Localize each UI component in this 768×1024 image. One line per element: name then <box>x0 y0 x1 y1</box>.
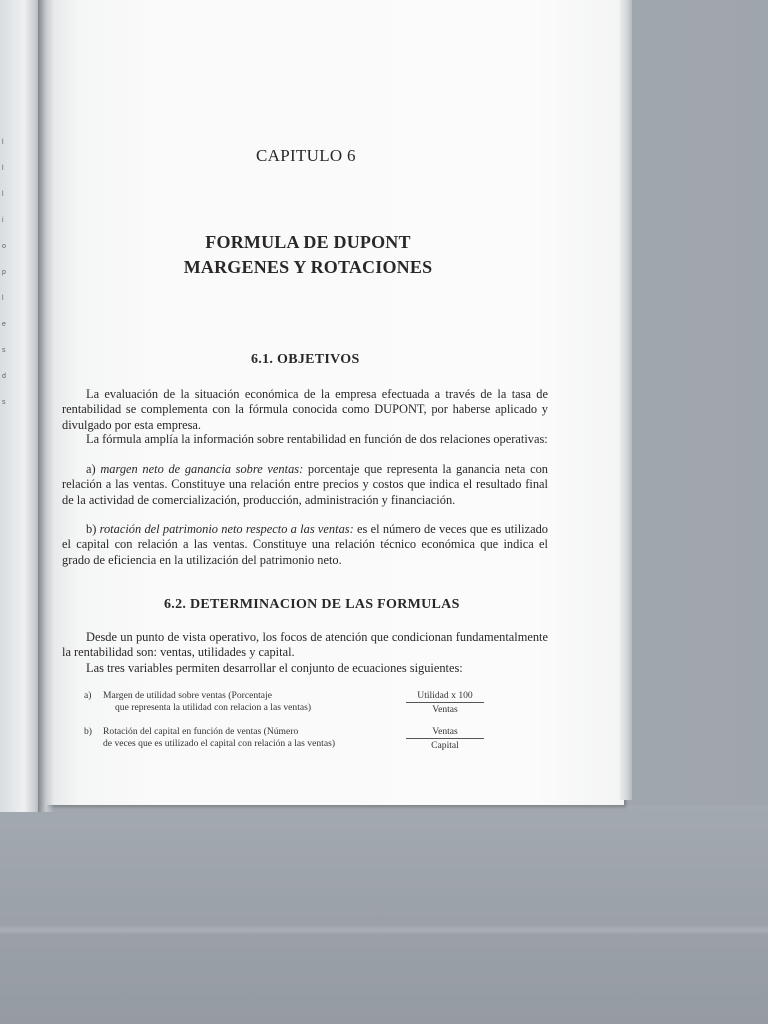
item-a-prefix: a) <box>86 462 96 476</box>
formula-b-denominator: Capital <box>431 740 459 751</box>
paragraph-evaluation: La evaluación de la situación económica de la empresa efectuada a través de la tasa de rentabilidad se complementa con la fórmula conocida como DUPONT, por haberse aplicado y divulgado por esta empresa. <box>62 387 548 432</box>
formula-b-letter: b) <box>84 726 92 737</box>
item-a-text: porcentaje que representa la ganancia neta con relación a las ventas. Constituye una relación entre precios y costos que indica el resultado final de la actividad de comercialización, producción, administración y financiación. <box>62 462 548 507</box>
item-b-term: rotación del patrimonio neto respecto a las ventas: <box>99 522 354 536</box>
margin-mark: l <box>2 139 4 146</box>
formula-a-letter: a) <box>84 690 92 701</box>
paragraph-formula-intro: La fórmula amplía la información sobre rentabilidad en función de dos relaciones operativas: <box>86 432 548 446</box>
formula-b-description <box>103 726 403 750</box>
section-heading-objetivos: 6.1. OBJETIVOS <box>251 352 360 367</box>
item-b-text: es el número de veces que es utilizado el capital con relación a las ventas. Constituye una relación técnico económica que indica el grado de eficiencia en la utilización del patrimonio neto. <box>62 522 548 567</box>
formula-b-fraction <box>406 726 484 751</box>
paragraph-item-b <box>62 522 548 568</box>
formula-a-numerator: Utilidad x 100 <box>406 690 484 703</box>
left-page-margin-marks <box>2 130 10 416</box>
margin-mark: l <box>2 191 4 198</box>
formula-a-fraction <box>406 690 484 715</box>
formula-a-line-1: Margen de utilidad sobre ventas (Porcentaje <box>103 690 272 701</box>
formula-b-line-1: Rotación del capital en función de ventas (Número <box>103 726 299 737</box>
book-spine-shadow <box>38 0 54 812</box>
paragraph-variables: Las tres variables permiten desarrollar el conjunto de ecuaciones siguientes: <box>86 661 463 675</box>
scanner-bed-line <box>0 925 768 935</box>
formula-b-line-2: de veces que es utilizado el capital con relación a las ventas) <box>103 738 336 749</box>
scanner-bed-lower <box>0 805 768 1024</box>
margin-mark: s <box>2 347 6 354</box>
margin-mark: s <box>2 399 6 406</box>
margin-mark: e <box>2 321 6 328</box>
margin-mark: d <box>2 373 6 380</box>
margin-mark: p <box>2 269 6 276</box>
chapter-heading: CAPITULO 6 <box>256 146 356 165</box>
formula-b-numerator: Ventas <box>406 726 484 739</box>
item-b-prefix: b) <box>86 522 97 536</box>
chapter-title-line-2: MARGENES Y ROTACIONES <box>183 257 433 277</box>
section-heading-determinacion: 6.2. DETERMINACION DE LAS FORMULAS <box>164 597 460 612</box>
page-stack-edge <box>620 0 632 800</box>
formula-a-line-2: que representa la utilidad con relacion a las ventas) <box>115 702 312 713</box>
paragraph-operativo: Desde un punto de vista operativo, los focos de atención que condicionan fundamentalmente la rentabilidad son: ventas, utilidades y capital. <box>62 630 548 660</box>
formula-a-denominator: Ventas <box>432 704 458 715</box>
margin-mark: l <box>2 165 4 172</box>
item-a-term: margen neto de ganancia sobre ventas: <box>100 462 304 476</box>
margin-mark: o <box>2 243 6 250</box>
margin-mark: i <box>2 217 4 224</box>
formula-a-description <box>103 690 403 714</box>
paragraph-item-a <box>62 462 548 508</box>
chapter-title-line-1: FORMULA DE DUPONT <box>205 232 411 252</box>
margin-mark: l <box>2 295 4 302</box>
